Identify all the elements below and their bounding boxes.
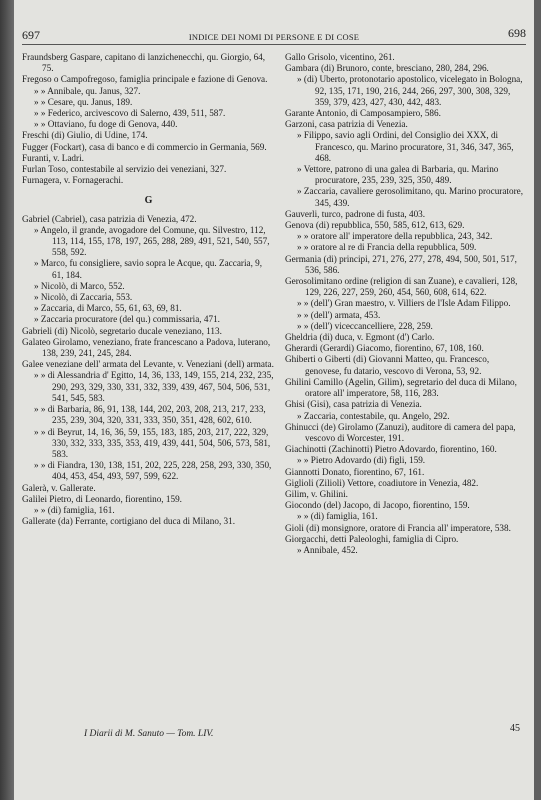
- footer-source: I Diarii di M. Sanuto — Tom. LIV.: [84, 729, 214, 739]
- page-sheet: [14, 0, 534, 800]
- index-subentry: » Angelo, il grande, avogadore del Comune, qu. Silvestro, 112, 113, 114, 155, 178, 197, 265, 288, 289, 491, 521, 540, 557, 558, 592.: [34, 224, 270, 258]
- index-subentry: » » Cesare, qu. Janus, 189.: [34, 96, 133, 107]
- index-entry: Gerosolimitano ordine (religion di san Zuane), e cavalieri, 128, 129, 226, 227, 259, 260, 454, 560, 608, 614, 622.: [285, 276, 518, 298]
- index-subentry: » » (di) famiglia, 161.: [34, 504, 115, 515]
- index-entry: Ghisi (Gisi), casa patrizia di Venezia.: [285, 399, 422, 410]
- index-subentry: » Vettore, patrono di una galea di Barbaria, qu. Marino procuratore, 235, 239, 325, 350, 489.: [297, 164, 499, 186]
- index-entry: Gambara (di) Brunoro, conte, bresciano, 280, 284, 296.: [285, 63, 489, 74]
- index-entry: Galerà, v. Gallerate.: [22, 482, 96, 493]
- index-entry: Gabriel (Cabriel), casa patrizia di Venezia, 472.: [22, 213, 197, 224]
- index-subentry: » » (dell') Gran maestro, v. Villiers de l'Isle Adam Filippo.: [297, 298, 511, 309]
- index-subentry: » » di Fiandra, 130, 138, 151, 202, 225, 228, 258, 293, 330, 350, 404, 453, 454, 493, 597, 599, 622.: [34, 460, 272, 482]
- index-subentry: » Zaccaria procuratore (del qu.) commissaria, 471.: [34, 314, 220, 325]
- index-entry: Gabrieli (di) Nicolò, segretario ducale veneziano, 113.: [22, 325, 222, 336]
- index-entry: Fraundsberg Gaspare, capitano di lanzichenecchi, qu. Giorgio, 64, 75.: [22, 52, 266, 74]
- index-entry: Giachinotti (Zachinotti) Pietro Adovardo, fiorentino, 160.: [285, 444, 497, 455]
- index-subentry: » » di Barbaria, 86, 91, 138, 144, 202, 203, 208, 213, 217, 233, 235, 239, 304, 320, 331, 333, 350, 351, 428, 602, 610.: [34, 404, 266, 426]
- page-number-right: 698: [508, 26, 526, 40]
- index-entry: Galee veneziane dell' armata del Levante, v. Veneziani (dell) armata.: [22, 359, 274, 370]
- index-subentry: » (di) Uberto, protonotario apostolico, vicelegato in Bologna, 92, 135, 171, 190, 216, 244, 266, 297, 300, 308, 329, 359, 379, 423, 427, 430, 442, 483.: [297, 74, 523, 107]
- index-entry: Gheldria (di) duca, v. Egmont (d') Carlo.: [285, 332, 435, 343]
- index-entry: Ghilini Camillo (Agelin, Gilim), segretario del duca di Milano, oratore all' imperatore, 58, 116, 283.: [285, 376, 517, 399]
- index-entry: Gallo Grisolo, vicentino, 261.: [285, 52, 395, 62]
- index-subentry: » Zaccaria, contestabile, qu. Angelo, 292.: [297, 410, 450, 421]
- index-entry: Genova (di) repubblica, 550, 585, 612, 613, 629.: [285, 220, 465, 231]
- index-subentry: » » Annibale, qu. Janus, 327.: [34, 85, 141, 96]
- index-entry: Fregoso o Campofregoso, famiglia principale e fazione di Genova.: [22, 74, 268, 85]
- index-entry: Galilei Pietro, di Leonardo, fiorentino, 159.: [22, 493, 182, 504]
- index-entry: Fugger (Fockart), casa di banco e di commercio in Germania, 569.: [22, 141, 267, 152]
- index-entry: Germania (di) principi, 271, 276, 277, 278, 494, 500, 501, 517, 536, 586.: [285, 253, 517, 275]
- index-subentry: » » Ottaviano, fu doge di Genova, 440.: [34, 119, 178, 130]
- index-entry: Garante Antonio, di Camposampiero, 586.: [285, 108, 441, 119]
- index-entry: Gauverli, turco, padrone di fusta, 403.: [285, 208, 426, 219]
- index-entry: Giglioli (Zilioli) Vettore, coadiutore in Venezia, 482.: [285, 477, 479, 488]
- running-header: [22, 22, 526, 42]
- index-subentry: » Nicolò, di Marco, 552.: [34, 280, 125, 291]
- header-rule: [22, 44, 526, 45]
- index-subentry: » » oratore al re di Francia della repubblica, 509.: [297, 242, 477, 253]
- index-column-left: [22, 52, 275, 527]
- index-subentry: » Filippo, savio agli Ordini, del Consiglio dei XXX, di Francesco, qu. Marino procuratore, 31, 346, 347, 365, 468.: [297, 130, 514, 163]
- footer-signature: 45: [510, 723, 520, 734]
- index-entry: Gioli (di) monsignore, oratore di Francia all' imperatore, 538.: [285, 522, 511, 533]
- index-subentry: » » di Beyrut, 14, 16, 36, 59, 155, 183, 185, 203, 217, 222, 329, 330, 332, 333, 335, 353, 419, 439, 441, 504, 506, 573, 581, 583.: [34, 426, 271, 459]
- index-entry: Giorgacchi, detti Paleologhi, famiglia di Cipro.: [285, 533, 459, 544]
- index-entry: Gherardi (Gerardi) Giacomo, fiorentino, 67, 108, 160.: [285, 343, 484, 354]
- index-subentry: » Nicolò, di Zaccaria, 553.: [34, 292, 133, 303]
- index-entry: Ghiberti o Giberti (di) Giovanni Matteo, qu. Francesco, genovese, fu datario, vescovo di Verona, 53, 92.: [285, 354, 490, 376]
- index-subentry: » Annibale, 452.: [297, 544, 358, 555]
- index-subentry: » » (dell') viceccancelliere, 228, 259.: [297, 320, 433, 331]
- index-subentry: » Zaccaria, di Marco, 55, 61, 63, 69, 81.: [34, 303, 182, 314]
- index-entry: Garzoni, casa patrizia di Venezia.: [285, 119, 408, 130]
- section-letter: G: [144, 195, 153, 207]
- index-subentry: » Zaccaria, cavaliere gerosolimitano, qu. Marino procuratore, 345, 439.: [297, 186, 524, 208]
- index-subentry: » » Pietro Adovardo (di) figli, 159.: [297, 455, 426, 466]
- page-number-left: 697: [22, 28, 40, 42]
- index-column-right: [285, 52, 526, 556]
- index-entry: Gallerate (da) Ferrante, cortigiano del duca di Milano, 31.: [22, 516, 236, 527]
- index-subentry: » » oratore all' imperatore della repubblica, 243, 342.: [297, 231, 493, 242]
- index-entry: Gilim, v. Ghilini.: [285, 488, 348, 499]
- index-subentry: » » di Alessandria d' Egitto, 14, 36, 133, 149, 155, 214, 232, 235, 290, 293, 329, 330, 331, 332, 339, 439, 467, 504, 506, 531, 541, 545, 583.: [34, 370, 274, 403]
- index-entry: Furanti, v. Ladri.: [22, 152, 84, 163]
- index-entry: Furlan Toso, contestabile al servizio dei veneziani, 327.: [22, 164, 227, 175]
- index-subentry: » Marco, fu consigliere, savio sopra le Acque, qu. Zaccaria, 9, 61, 184.: [34, 258, 263, 280]
- index-entry: Galateo Girolamo, veneziano, frate francescano a Padova, luterano, 138, 239, 241, 245, 284.: [22, 336, 271, 359]
- index-entry: Ghinucci (de) Girolamo (Zanuzi), auditore di camera del papa, vescovo di Worcester, 191.: [285, 421, 516, 443]
- index-subentry: » » Federico, arcivescovo di Salerno, 439, 511, 587.: [34, 108, 226, 119]
- index-subentry: » » (di) famiglia, 161.: [297, 511, 378, 522]
- index-entry: Freschi (di) Giulio, di Udine, 174.: [22, 130, 148, 141]
- page-edge-shadow: [0, 0, 14, 800]
- running-title: INDICE DEI NOMI DI PERSONE E DI COSE: [188, 32, 360, 42]
- index-entry: Giannotti Donato, fiorentino, 67, 161.: [285, 466, 425, 477]
- index-entry: Giocondo (del) Jacopo, di Jacopo, fiorentino, 159.: [285, 500, 470, 511]
- index-entry: Furnagera, v. Fornagerachi.: [22, 175, 124, 186]
- index-subentry: » » (dell') armata, 453.: [297, 309, 381, 320]
